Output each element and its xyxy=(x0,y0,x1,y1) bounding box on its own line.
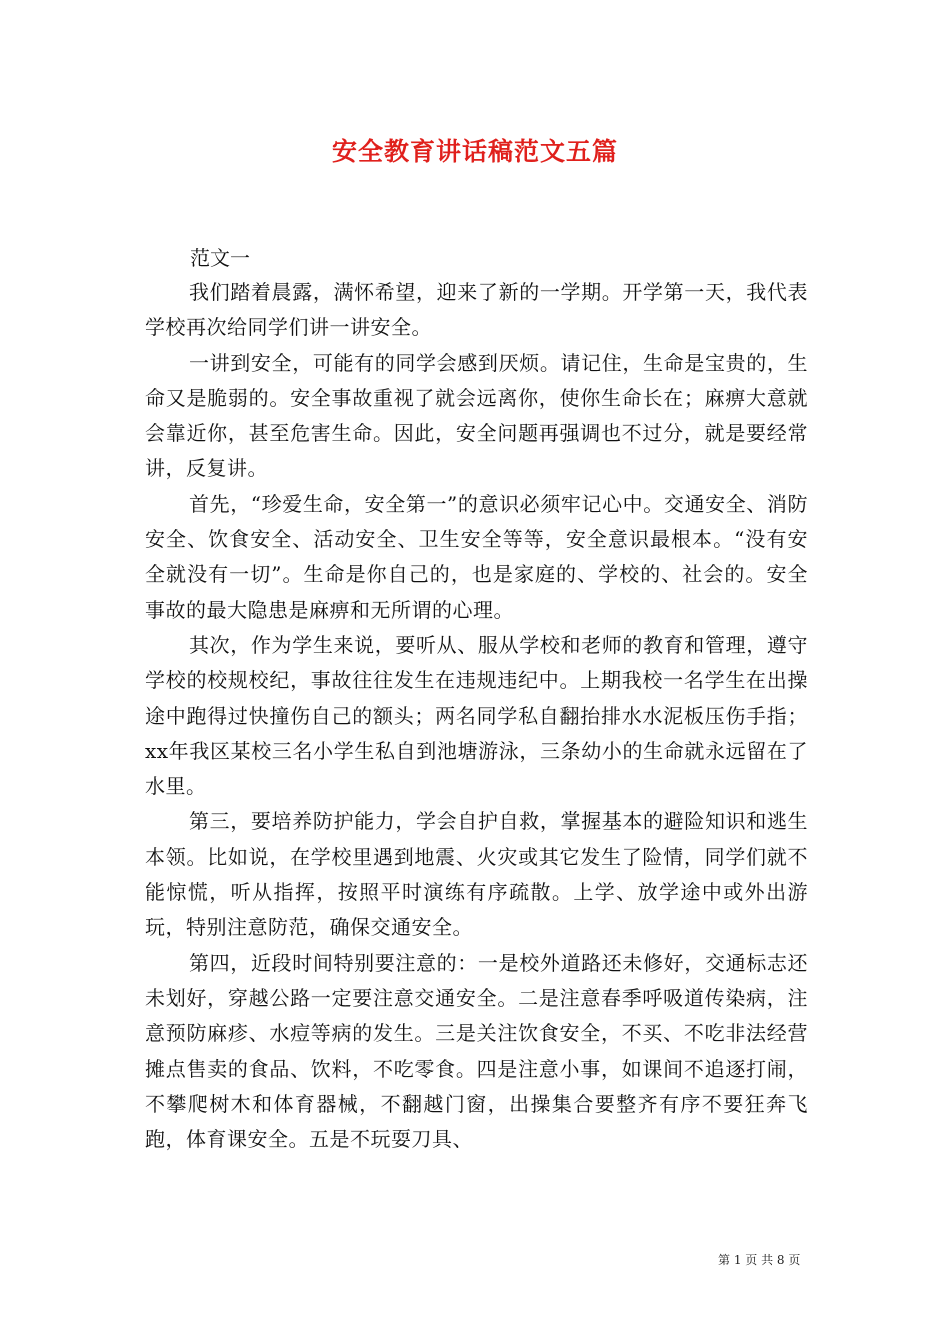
document-title: 安全教育讲话稿范文五篇 xyxy=(331,137,618,166)
paragraph-1: 我们踏着晨露，满怀希望，迎来了新的一学期。开学第一天，我代表学校再次给同学们讲一讲安全。 xyxy=(145,280,808,340)
page-number-footer: 第 1 页 共 8 页 xyxy=(718,1253,801,1267)
paragraph-3: 首先，“珍爱生命，安全第一”的意识必须牢记心中。交通安全、消防安全、饮食安全、活动安全、卫生安全等等，安全意识最根本。“没有安全就没有一切”。生命是你自己的，也是家庭的、学校的、社会的。安全事故的最大隐患是麻痹和无所谓的心理。 xyxy=(145,491,808,622)
section-heading: 范文一 xyxy=(190,246,250,270)
paragraph-6: 第四，近段时间特别要注意的：一是校外道路还未修好，交通标志还未划好，穿越公路一定要注意交通安全。二是注意春季呼吸道传染病，注意预防麻疹、水痘等病的发生。三是关注饮食安全，不买、不吃非法经营摊点售卖的食品、饮料，不吃零食。四是注意小事，如课间不追逐打闹，不攀爬树木和体育器械，不翻越门窗，出操集合要整齐有序不要狂奔飞跑，体育课安全。五是不玩耍刀具、 xyxy=(145,950,808,1152)
paragraph-5: 第三，要培养防护能力，学会自护自救，掌握基本的避险知识和逃生本领。比如说，在学校里遇到地震、火灾或其它发生了险情，同学们就不能惊慌，听从指挥，按照平时演练有序疏散。上学、放学途中或外出游玩，特别注意防范，确保交通安全。 xyxy=(145,809,808,940)
paragraph-2: 一讲到安全，可能有的同学会感到厌烦。请记住，生命是宝贵的，生命又是脆弱的。安全事故重视了就会远离你，使你生命长在；麻痹大意就会靠近你，甚至危害生命。因此，安全问题再强调也不过分，就是要经常讲，反复讲。 xyxy=(145,350,808,481)
paragraph-4: 其次，作为学生来说，要听从、服从学校和老师的教育和管理，遵守学校的校规校纪，事故往往发生在违规违纪中。上期我校一名学生在出操途中跑得过快撞伤自己的额头；两名同学私自翻抬排水水泥板压伤手指；xx年我区某校三名小学生私自到池塘游泳，三条幼小的生命就永远留在了水里。 xyxy=(145,632,808,799)
document-body xyxy=(145,275,808,1157)
